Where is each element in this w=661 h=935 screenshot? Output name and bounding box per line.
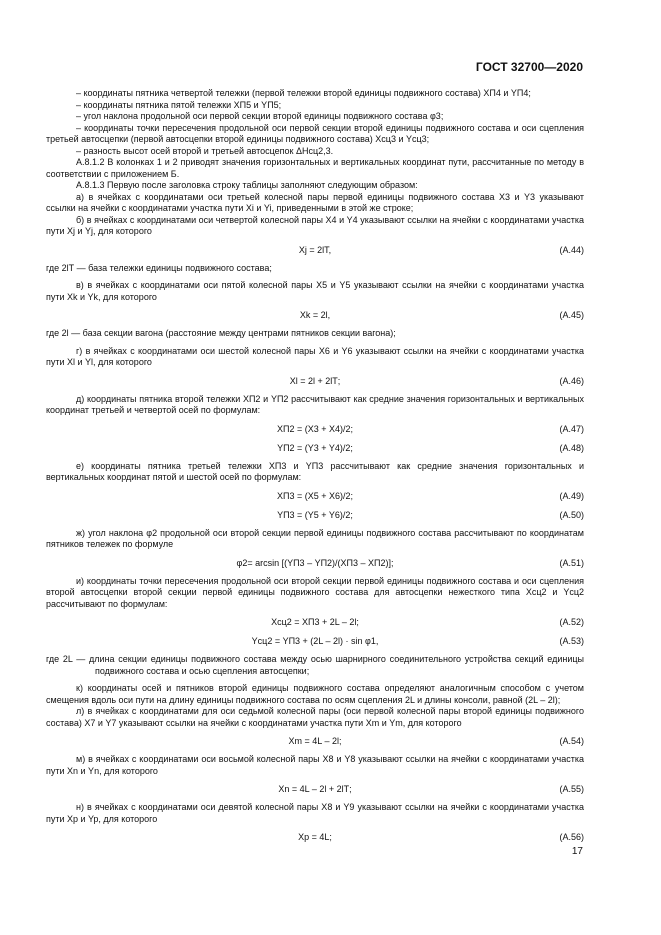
page-number: 17 bbox=[571, 846, 583, 857]
equation-number: (А.44) bbox=[559, 244, 584, 255]
formula-expression: Xp = 4L; bbox=[298, 832, 332, 842]
document-body bbox=[46, 88, 584, 850]
equation-number: (А.55) bbox=[559, 784, 584, 794]
paragraph: и) координаты точки пересечения продольной оси второй секции первой единицы подвижного состава и оси сцепления второй автосцепки второй секции первой единицы подвижного состава для автосцепки нежесткого типа Xсц2 и Yсц2 рассчитывают по формулам: bbox=[46, 575, 584, 609]
paragraph: ж) угол наклона φ2 продольной оси второй секции первой единицы подвижного состава рассчитывают по координатам пятников тележек по формуле bbox=[46, 527, 584, 549]
list-item: – координаты пятника четвертой тележки (первой тележки второй единицы подвижного состава) XП4 и YП4; bbox=[76, 88, 531, 98]
equation-number: (А.52) bbox=[559, 617, 584, 627]
formula bbox=[46, 244, 584, 256]
paragraph: д) координаты пятника второй тележки XП2 и YП2 рассчитывают как средние значения горизонтальных и вертикальных координат третьей и четвертой осей по формулам: bbox=[46, 393, 584, 415]
equation-number: (А.51) bbox=[559, 557, 584, 568]
paragraph: А.8.1.2 В колонках 1 и 2 приводят значения горизонтальных и вертикальных координат пути, рассчитанные по методу в соответствии с приложением Б. bbox=[46, 157, 584, 179]
formula bbox=[46, 783, 584, 795]
paragraph: г) в ячейках с координатами оси шестой колесной пары X6 и Y6 указывают ссылки на ячейки с координатами участка пути Xl и Yl, для которого bbox=[46, 345, 584, 367]
paragraph: л) в ячейках с координатами для оси седьмой колесной пары (оси первой колесной пары второй единицы подвижного состава) X7 и Y7 указывают ссылки на ячейки с координатами участка пути Xm и Ym, для которого bbox=[46, 706, 584, 728]
formula bbox=[46, 490, 584, 502]
formula-expression: XП3 = (X5 + X6)/2; bbox=[276, 490, 353, 501]
where-clause: где 2lТ — база тележки единицы подвижного состава; bbox=[46, 262, 272, 273]
equation-number: (А.47) bbox=[559, 423, 584, 434]
equation-number: (А.54) bbox=[559, 736, 584, 746]
formula-expression: Xm = 4L – 2l; bbox=[288, 736, 342, 746]
equation-number: (А.50) bbox=[559, 509, 584, 520]
paragraph: в) в ячейках с координатами оси пятой колесной пары X5 и Y5 указывают ссылки на ячейки с координатами участка пути Xk и Yk, для которого bbox=[46, 280, 584, 302]
paragraph: А.8.1.3 Первую после заголовка строку таблицы заполняют следующим образом: bbox=[76, 180, 418, 190]
formula bbox=[46, 442, 584, 454]
formula-expression: YП3 = (Y5 + Y6)/2; bbox=[277, 509, 353, 520]
document-header: ГОСТ 32700—2020 bbox=[475, 60, 583, 74]
formula bbox=[46, 831, 584, 843]
paragraph: н) в ячейках с координатами оси девятой колесной пары X8 и Y9 указывают ссылки на ячейки с координатами участка пути Xp и Yp, для которого bbox=[46, 802, 584, 824]
where-clause: где 2L — длина секции единицы подвижного состава между осью шарнирного соединительного устройства секций единицы подвижного состава и осью сцепления автосцепки; bbox=[46, 654, 584, 676]
equation-number: (А.45) bbox=[559, 310, 584, 320]
equation-number: (А.46) bbox=[559, 375, 584, 386]
equation-number: (А.48) bbox=[559, 442, 584, 453]
formula bbox=[46, 616, 584, 628]
where-clause: где 2l — база секции вагона (расстояние между центрами пятников секции вагона); bbox=[46, 328, 396, 338]
formula bbox=[46, 635, 584, 647]
list-item: – координаты точки пересечения продольной оси первой секции второй единицы подвижного состава и оси сцепления третьей автосцепки (первой автосцепки второй единицы подвижного состава) Xсц3 и Yсц3; bbox=[46, 122, 584, 144]
formula bbox=[46, 375, 584, 387]
formula-expression: YП2 = (Y3 + Y4)/2; bbox=[277, 442, 353, 453]
paragraph: м) в ячейках с координатами оси восьмой колесной пары X8 и Y8 указывают ссылки на ячейки с координатами участка пути Xn и Yn, для которого bbox=[46, 754, 584, 776]
formula bbox=[46, 557, 584, 569]
formula bbox=[46, 509, 584, 521]
list-item: – координаты пятника пятой тележки XП5 и YП5; bbox=[76, 99, 282, 110]
formula-expression: φ2= arcsin [(YП3 – YП2)/(XП3 – XП2)]; bbox=[236, 557, 394, 568]
list-item: – угол наклона продольной оси первой секции второй единицы подвижного состава φ3; bbox=[76, 111, 444, 121]
formula bbox=[46, 735, 584, 747]
formula-expression: Yсц2 = YП3 + (2L – 2l) · sin φ1, bbox=[251, 636, 379, 646]
list-item: – разность высот осей второй и третьей автосцепок ΔHсц2,3. bbox=[76, 145, 334, 156]
formula-expression: Xk = 2l, bbox=[299, 310, 331, 320]
formula bbox=[46, 423, 584, 435]
equation-number: (А.53) bbox=[559, 636, 584, 646]
paragraph: б) в ячейках с координатами оси четвертой колесной пары X4 и Y4 указывают ссылки на ячейки с координатами участка пути Xj и Yj, для которого bbox=[46, 214, 584, 236]
formula bbox=[46, 309, 584, 321]
formula-expression: Xj = 2lТ, bbox=[298, 244, 332, 255]
formula-expression: Xl = 2l + 2lТ; bbox=[289, 375, 341, 386]
paragraph: к) координаты осей и пятников второй единицы подвижного состава определяют аналогичным способом с учетом смещения вдоль оси пути на длину единицы подвижного состава по осям сцепления 2L и длины консоли, равной (2L – 2l); bbox=[46, 683, 584, 705]
equation-number: (А.56) bbox=[559, 832, 584, 842]
formula-expression: XП2 = (X3 + X4)/2; bbox=[276, 423, 353, 434]
formula-expression: Xn = 4L – 2l + 2lТ; bbox=[278, 784, 352, 794]
paragraph: е) координаты пятника третьей тележки XП3 и YП3 рассчитывают как средние значения горизонтальных и вертикальных координат пятой и шестой осей по формулам: bbox=[46, 460, 584, 482]
paragraph: а) в ячейках с координатами оси третьей колесной пары первой единицы подвижного состава X3 и Y3 указывают ссылки на ячейки с координатами участка пути Xi и Yi, приведенными в этой же строке; bbox=[46, 191, 584, 213]
equation-number: (А.49) bbox=[559, 490, 584, 501]
formula-expression: Xсц2 = XП3 + 2L – 2l; bbox=[271, 617, 359, 627]
